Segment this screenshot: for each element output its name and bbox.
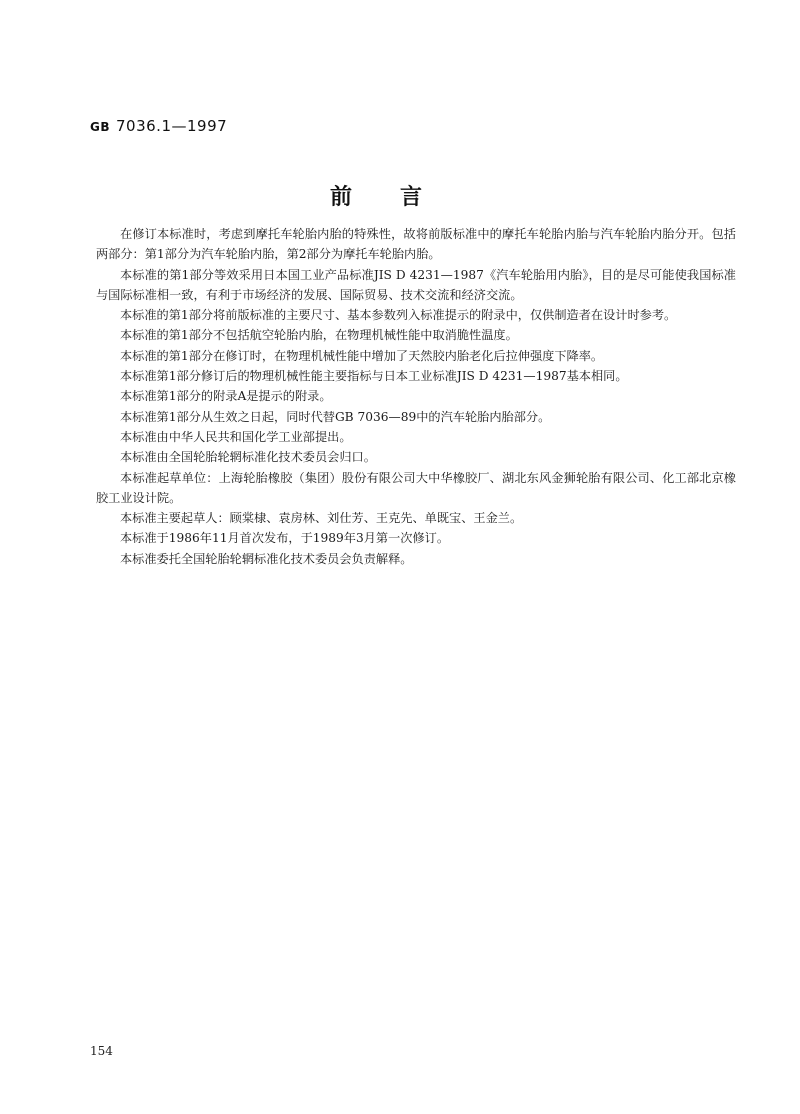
paragraph: 本标准主要起草人：顾棠棣、袁房林、刘仕芳、王克先、单既宝、王金兰。 — [120, 511, 523, 526]
standard-prefix: GB — [90, 120, 110, 134]
paragraph: 本标准第1部分从生效之日起，同时代替GB 7036—89中的汽车轮胎内胎部分。 — [120, 409, 551, 424]
paragraph: 本标准第1部分修订后的物理机械性能主要指标与日本工业标准JIS D 4231—1987基本相同。 — [120, 369, 628, 384]
page-number: 154 — [90, 1044, 113, 1058]
preface-body — [96, 224, 736, 569]
paragraph: 本标准的第1部分在修订时，在物理机械性能中增加了天然胶内胎老化后拉伸强度下降率。 — [120, 348, 604, 363]
paragraph: 本标准于1986年11月首次发布，于1989年3月第一次修订。 — [120, 531, 450, 546]
paragraph: 本标准的第1部分不包括航空轮胎内胎，在物理机械性能中取消脆性温度。 — [120, 328, 518, 343]
paragraph: 本标准起草单位：上海轮胎橡胶（集团）股份有限公司大中华橡胶厂、湖北东风金狮轮胎有限公司、化工部北京橡胶工业设计院。 — [96, 470, 736, 505]
paragraph: 本标准由中华人民共和国化学工业部提出。 — [120, 429, 352, 444]
paragraph: 本标准的第1部分将前版标准的主要尺寸、基本参数列入标准提示的附录中，仅供制造者在设计时参考。 — [120, 308, 677, 323]
standard-number: 7036.1—1997 — [116, 117, 228, 135]
paragraph: 在修订本标准时，考虑到摩托车轮胎内胎的特殊性，故将前版标准中的摩托车轮胎内胎与汽车轮胎内胎分开。包括两部分：第1部分为汽车轮胎内胎，第2部分为摩托车轮胎内胎。 — [96, 227, 736, 262]
paragraph: 本标准的第1部分等效采用日本国工业产品标准JIS D 4231—1987《汽车轮胎用内胎》，目的是尽可能使我国标准与国际标准相一致，有利于市场经济的发展、国际贸易、技术交流和经济交流。 — [96, 267, 736, 302]
standard-code — [90, 117, 227, 135]
paragraph: 本标准由全国轮胎轮辋标准化技术委员会归口。 — [120, 450, 376, 465]
page-title: 前言 — [329, 185, 470, 210]
paragraph: 本标准第1部分的附录A是提示的附录。 — [120, 389, 332, 404]
paragraph: 本标准委托全国轮胎轮辋标准化技术委员会负责解释。 — [120, 551, 413, 566]
